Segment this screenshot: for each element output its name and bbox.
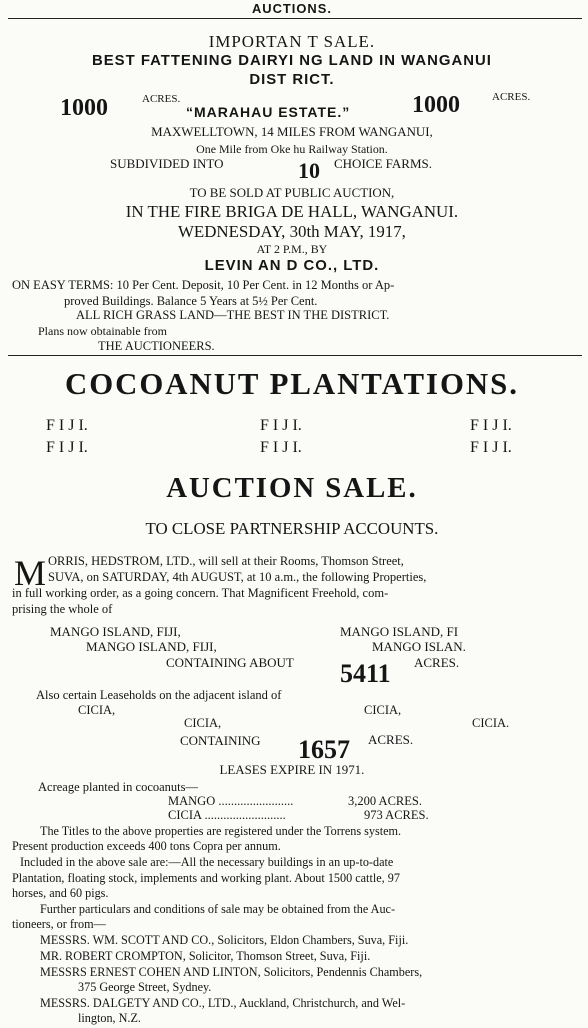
cicia-label: CICIA, [184, 716, 222, 730]
grass-land-line: ALL RICH GRASS LAND—THE BEST IN THE DISTRICT. [76, 308, 390, 322]
section-header: AUCTIONS. [251, 1, 332, 16]
leases-expire: LEASES EXPIRE IN 1971. [219, 762, 365, 777]
ad2-title: COCOANUT PLANTATIONS. [64, 366, 519, 401]
terms-line-2: proved Buildings. Balance 5 Years at 5½ Per Cent. [64, 294, 318, 308]
farms-label: CHOICE FARMS. [334, 156, 433, 171]
sold-at-auction: TO BE SOLD AT PUBLIC AUCTION, [189, 185, 395, 200]
subdivided-label: SUBDIVIDED INTO [110, 156, 224, 171]
particulars-line-2: tioneers, or from— [12, 917, 106, 931]
auctioneer-name: LEVIN AN D CO., LTD. [204, 257, 380, 274]
cicia-acreage-label: CICIA .......................... [168, 808, 286, 822]
intro-line-4: prising the whole of [12, 602, 113, 616]
included-line-2: Plantation, floating stock, implements and working plant. About 1500 cattle, 97 [12, 871, 400, 885]
production-line: Present production exceeds 400 tons Copra per annum. [12, 839, 281, 853]
ad1-location: MAXWELLTOWN, 14 MILES FROM WANGANUI, [151, 124, 433, 139]
cicia-label: CICIA, [364, 703, 402, 717]
ad-divider [8, 355, 582, 356]
auction-sale-heading: AUCTION SALE. [166, 472, 418, 504]
contact-cohen: MESSRS ERNEST COHEN AND LINTON, Solicitors, Pendennis Chambers, [40, 965, 423, 979]
cicia-acreage-value: 973 ACRES. [364, 808, 429, 822]
estate-name: “MARAHAU ESTATE.” [186, 104, 351, 120]
cicia-acres-number: 1657 [298, 735, 350, 764]
terms-line-1: ON EASY TERMS: 10 Per Cent. Deposit, 10 Per Cent. in 12 Months or Ap- [12, 278, 395, 292]
auction-date: WEDNESDAY, 30th MAY, 1917, [177, 222, 406, 241]
mango-acres-word: ACRES. [414, 655, 460, 670]
auction-venue: IN THE FIRE BRIGA DE HALL, WANGANUI. [125, 202, 459, 221]
cicia-acres-word: ACRES. [368, 732, 414, 747]
fiji-label: F I J I. [46, 417, 88, 434]
contact-dalgety-cities: lington, N.Z. [78, 1011, 141, 1025]
cicia-label: CICIA, [78, 703, 116, 717]
ad1-subheading-2: DIST RICT. [249, 71, 335, 88]
plans-line: Plans now obtainable from [38, 324, 167, 338]
drop-cap: M [14, 553, 47, 593]
mango-acreage-value: 3,200 ACRES. [348, 794, 422, 808]
included-line-3: horses, and 60 pigs. [12, 886, 109, 900]
fiji-label: F I J I. [470, 439, 512, 456]
header-rule [8, 18, 582, 19]
contact-cohen-address: 375 George Street, Sydney. [78, 980, 212, 994]
mango-island-label: MANGO ISLAND, FIJI, [50, 624, 181, 639]
acres-number-right: 1000 [412, 92, 460, 118]
mango-island-label: MANGO ISLAND, FI [340, 624, 459, 639]
intro-line-2: SUVA, on SATURDAY, 4th AUGUST, at 10 a.m., the following Properties, [48, 570, 427, 584]
fiji-label: F I J I. [470, 417, 512, 434]
farms-number: 10 [298, 158, 320, 183]
mango-island-label: MANGO ISLAN. [372, 639, 466, 654]
included-line-1: Included in the above sale are:—All the necessary buildings in an up-to-date [20, 855, 394, 869]
auction-time: AT 2 P.M., BY [256, 242, 328, 256]
acreage-heading: Acreage planted in cocoanuts— [38, 780, 199, 794]
contact-dalgety: MESSRS. DALGETY AND CO., LTD., Auckland, Christchurch, and Wel- [40, 996, 406, 1010]
containing-about-label: CONTAINING ABOUT [166, 655, 294, 670]
partnership-heading: TO CLOSE PARTNERSHIP ACCOUNTS. [145, 519, 439, 538]
fiji-label: F I J I. [46, 439, 88, 456]
particulars-line-1: Further particulars and conditions of sale may be obtained from the Auc- [40, 902, 396, 916]
ad1-heading: IMPORTAN T SALE. [208, 32, 376, 51]
containing-label: CONTAINING [180, 733, 261, 748]
auctioneers-line: THE AUCTIONEERS. [98, 339, 215, 353]
contact-scott: MESSRS. WM. SCOTT AND CO., Solicitors, Eldon Chambers, Suva, Fiji. [40, 933, 409, 947]
titles-line: The Titles to the above properties are registered under the Torrens system. [40, 824, 402, 838]
acres-number-left: 1000 [60, 95, 108, 121]
mango-island-label: MANGO ISLAND, FIJI, [86, 639, 217, 654]
mango-acres-number: 5411 [340, 659, 391, 688]
acres-word-right: ACRES. [492, 91, 531, 103]
acres-word-left: ACRES. [142, 93, 181, 105]
ad1-subheading: BEST FATTENING DAIRYI NG LAND IN WANGANUI [92, 52, 492, 69]
leasehold-line: Also certain Leaseholds on the adjacent island of [36, 688, 282, 702]
fiji-label: F I J I. [260, 417, 302, 434]
mango-acreage-label: MANGO ........................ [168, 794, 294, 808]
contact-crompton: MR. ROBERT CROMPTON, Solicitor, Thomson Street, Suva, Fiji. [40, 949, 371, 963]
ad1-station: One Mile from Oke hu Railway Station. [196, 142, 388, 156]
fiji-label: F I J I. [260, 439, 302, 456]
intro-line-3: in full working order, as a going concern. That Magnificent Freehold, com- [12, 586, 389, 600]
intro-line-1: ORRIS, HEDSTROM, LTD., will sell at their Rooms, Thomson Street, [48, 554, 404, 568]
cicia-label: CICIA. [472, 716, 510, 730]
